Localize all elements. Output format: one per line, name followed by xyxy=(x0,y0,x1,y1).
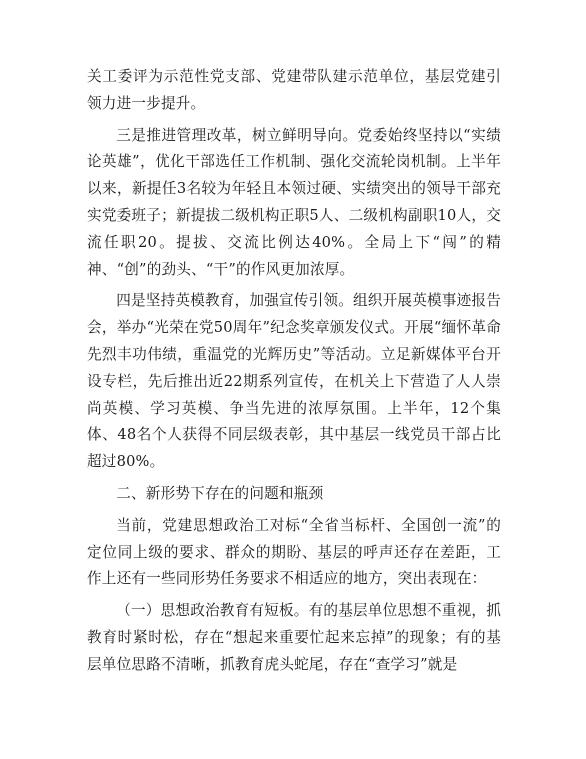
paragraph-continuation: 关工委评为示范性党支部、党建带队建示范单位，基层党建引领力进一步提升。 xyxy=(87,68,501,112)
paragraph-management-reform: 三是推进管理改革，树立鲜明导向。党委始终坚持以“实绩论英雄”，优化干部选任工作机制、强化交流轮岗机制。上半年以来，新提任3名较为年轻且本领过硬、实绩突出的领导干部充实党委班子；新提拔二级机构正职5人、二级机构副职10人，交流任职20。提拔、交流比例达40%。全局上下“闯”的精神、“创”的劲头、“干”的作风更加浓厚。 xyxy=(87,126,501,278)
section-heading: 二、新形势下存在的问题和瓶颈 xyxy=(116,484,324,502)
paragraph-education-shortcoming: （一）思想政治教育有短板。有的基层单位思想不重视，抓教育时紧时松，存在“想起来重要忙起来忘掉”的现象；有的基层单位思路不清晰，抓教育虎头蛇尾，存在“查学习”就是 xyxy=(87,602,501,673)
paragraph-current-status: 当前，党建思想政治工对标“全省当标杆、全国创一流”的定位同上级的要求、群众的期盼、基层的呼声还存在差距，工作上还有一些同形势任务要求不相适应的地方，突出表现在： xyxy=(87,516,501,588)
document-body xyxy=(87,64,501,684)
paragraph-hero-education: 四是坚持英模教育，加强宣传引领。组织开展英模事迹报告会，举办“光荣在党50周年”纪念奖章颁发仪式。开展“缅怀革命先烈丰功伟绩，重温党的光辉历史”等活动。立足新媒体平台开设专栏，先后推出近22期系列宣传，在机关上下营造了人人崇尚英模、学习英模、争当先进的浓厚氛围。上半年，12个集体、48名个人获得不同层级表彰，其中基层一线党员干部占比超过80%。 xyxy=(87,292,501,471)
